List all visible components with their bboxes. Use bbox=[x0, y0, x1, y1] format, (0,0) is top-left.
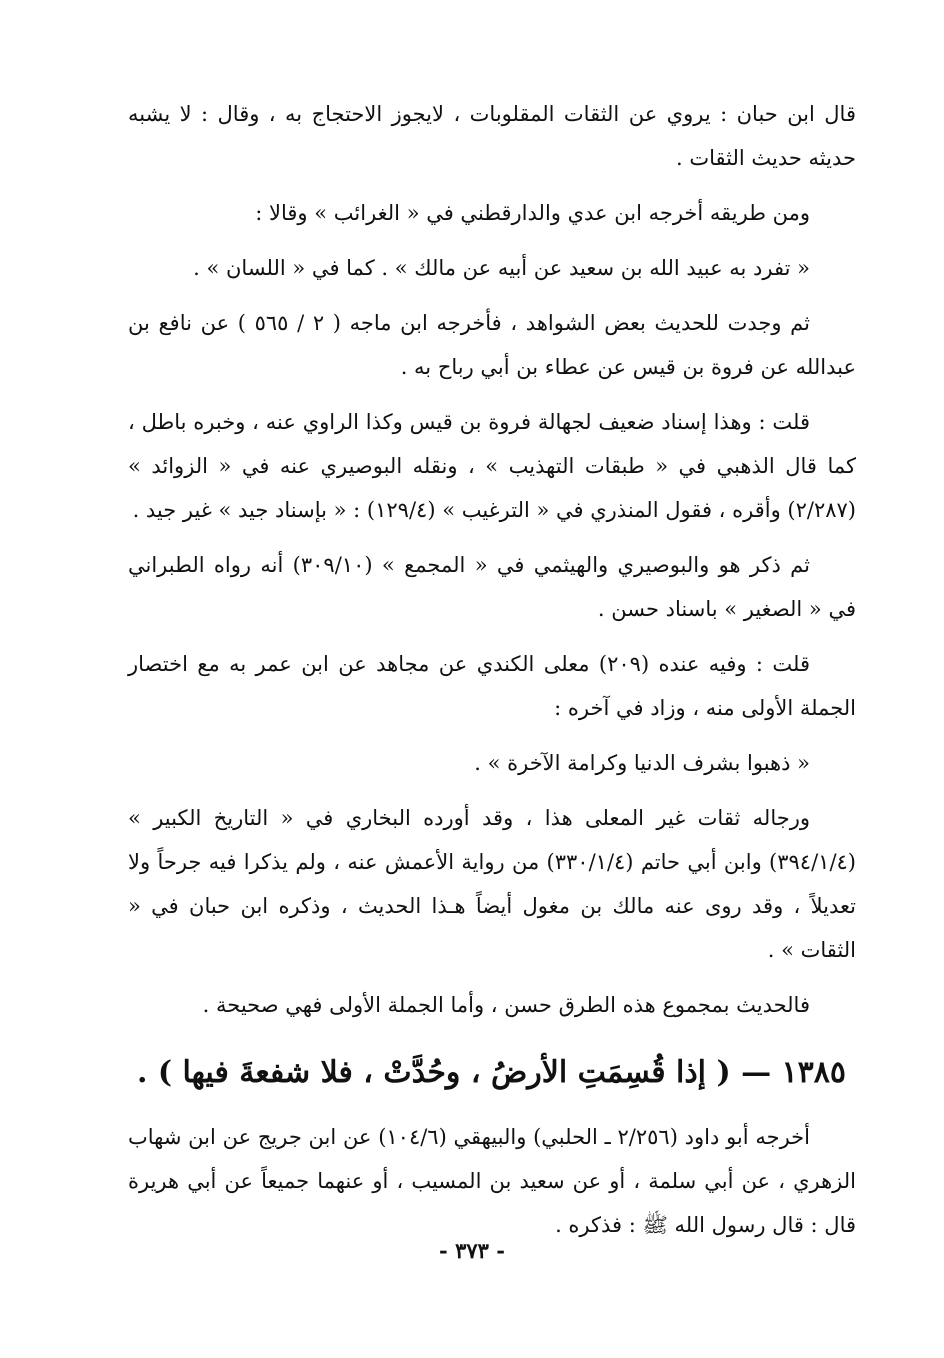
paragraph: قلت : وفيه عنده (٢٠٩) معلى الكندي عن مجاهد عن ابن عمر به مع اختصار الجملة الأولى منه ، وزاد في آخره : bbox=[128, 652, 856, 720]
page-body bbox=[128, 92, 856, 1258]
paragraph: قال ابن حبان : يروي عن الثقات المقلوبات ، لايجوز الاحتجاج به ، وقال : لا يشبه حديثه حديث الثقات . bbox=[128, 102, 856, 170]
paragraph: ثم ذكر هو والبوصيري والهيثمي في « المجمع » (٣٠٩/١٠) أنه رواه الطبراني في « الصغير » باسناد حسن . bbox=[128, 553, 856, 621]
paragraph: ثم وجدت للحديث بعض الشواهد ، فأخرجه ابن ماجه ( ٢ / ٥٦٥ ) عن نافع بن عبدالله عن فروة بن قيس عن عطاء بن أبي رباح به . bbox=[128, 311, 856, 379]
paragraph: أخرجه أبو داود (٢/٢٥٦ ـ الحلبي) والبيهقي (١٠٤/٦) عن ابن جريج عن ابن شهاب الزهري ، عن أبي سلمة ، أو عن سعيد بن المسيب ، أو عنهما جميعاً عن أبي هريرة قال : قال رسول الله ﷺ : فذكره . bbox=[128, 1125, 856, 1237]
paragraph: فالحديث بمجموع هذه الطرق حسن ، وأما الجملة الأولى فهي صحيحة . bbox=[202, 993, 810, 1017]
paragraph: « ذهبوا بشرف الدنيا وكرامة الآخرة » . bbox=[474, 751, 810, 775]
paragraph: ومن طريقه أخرجه ابن عدي والدارقطني في « الغرائب » وقالا : bbox=[255, 201, 810, 225]
paragraph: قلت : وهذا إسناد ضعيف لجهالة فروة بن قيس وكذا الراوي عنه ، وخبره باطل ، كما قال الذهبي في « طبقات التهذيب » ، ونقله البوصيري عنه في « الزوائد » (٢/٢٨٧) وأقره ، فقول المنذري في « الترغيب » (١٢٩/٤) : « بإسناد جيد » غير جيد . bbox=[128, 410, 856, 522]
page-number: - ٣٧٣ - bbox=[439, 1238, 505, 1263]
paragraph: ورجاله ثقات غير المعلى هذا ، وقد أورده البخاري في « التاريخ الكبير » (٣٩٤/١/٤) وابن أبي حاتم (٣٣٠/١/٤) من رواية الأعمش عنه ، ولم يذكرا فيه جرحاً ولا تعديلاً ، وقد روى عنه مالك بن مغول أيضاً هـذا الحديث ، وذكره ابن حبان في « الثقات » . bbox=[128, 806, 856, 962]
paragraph: « تفرد به عبيد الله بن سعيد عن أبيه عن مالك » . كما في « اللسان » . bbox=[193, 256, 810, 280]
hadith-heading: ١٣٨٥ — ( إذا قُسِمَتِ الأرضُ ، وحُدَّتْ ، فلا شفعةَ فيها ) . bbox=[136, 1055, 846, 1090]
